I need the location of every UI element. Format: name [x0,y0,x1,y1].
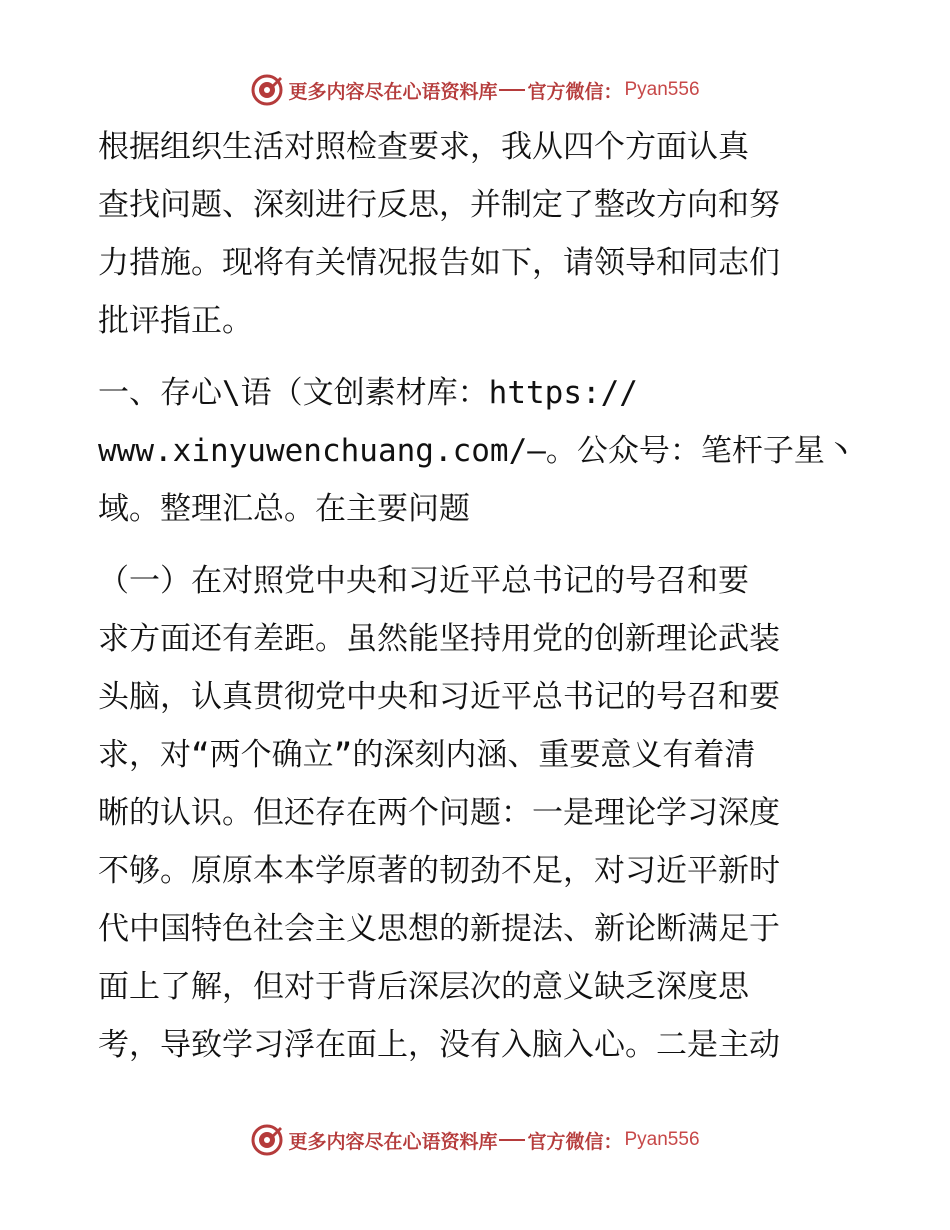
document-body [98,118,858,1074]
footer-watermark-banner [0,1122,950,1158]
text-line: 域。整理汇总。在主要问题 [98,491,470,527]
text-line: 根据组织生活对照检查要求，我从四个方面认真 [98,129,749,165]
text-line: 代中国特色社会主义思想的新提法、新论断满足于 [98,911,780,947]
banner-label: 官方微信： [527,80,623,103]
text-line: 求方面还有差距。虽然能坚持用党的创新理论武装 [98,621,780,657]
pen-logo-icon [250,1123,284,1157]
text-line: 头脑，认真贯彻党中央和习近平总书记的号召和要 [98,679,780,715]
pen-logo-icon [250,73,284,107]
banner-dash [499,89,525,91]
text-line: 一、存心\语（文创素材库：https:// [98,375,638,411]
header-watermark-banner [0,72,950,108]
text-line: 晰的认识。但还存在两个问题：一是理论学习深度 [98,795,780,831]
banner-wechat-id: Pyan556 [624,1129,700,1150]
text-line: 面上了解，但对于背后深层次的意义缺乏深度思 [98,969,749,1005]
paragraph-intro [98,118,858,350]
banner-text: 更多内容尽在心语资料库 [288,80,498,103]
text-line: 批评指正。 [98,303,253,339]
text-line: （一）在对照党中央和习近平总书记的号召和要 [98,563,749,599]
text-line: 考，导致学习浮在面上，没有入脑入心。二是主动 [98,1027,780,1063]
paragraph-subsection-one [98,552,858,1074]
text-line: 查找问题、深刻进行反思，并制定了整改方向和努 [98,187,780,223]
text-line: www.xinyuwenchuang.com/—。公众号：笔杆子星丶 [98,433,856,469]
text-line: 不够。原原本本学原著的韧劲不足，对习近平新时 [98,853,780,889]
banner-wechat-id: Pyan556 [624,79,700,100]
banner-dash [499,1139,525,1141]
banner-text: 更多内容尽在心语资料库 [288,1130,498,1153]
paragraph-section-heading [98,364,858,538]
text-line: 求，对“两个确立”的深刻内涵、重要意义有着清 [98,737,756,773]
banner-label: 官方微信： [527,1130,623,1153]
text-line: 力措施。现将有关情况报告如下，请领导和同志们 [98,245,780,281]
